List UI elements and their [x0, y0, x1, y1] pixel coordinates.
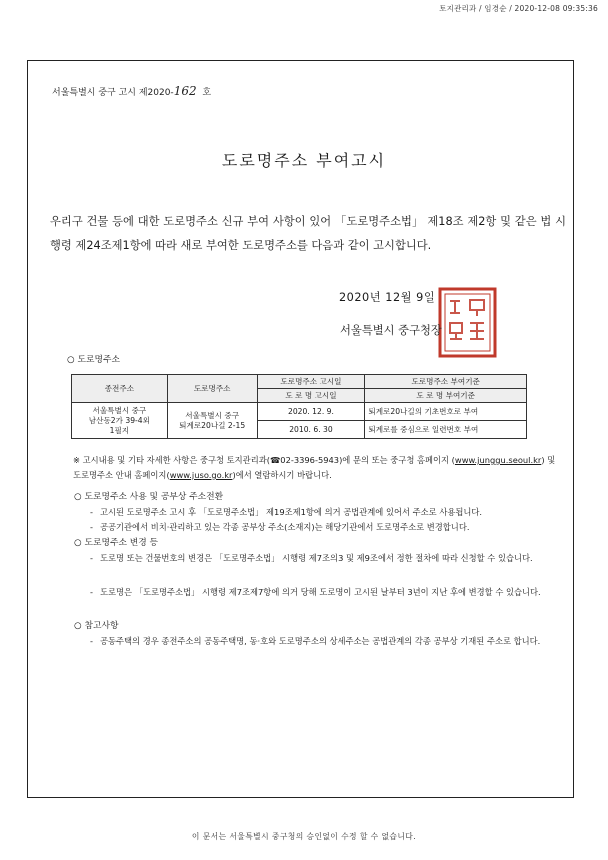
old-address-line: 남산동2가 39-4외 [88, 415, 150, 425]
header-road-address: 도로명주소 [167, 375, 257, 403]
document-timestamp: 토지관리과 / 임경순 / 2020-12-08 09:35:36 [439, 4, 598, 13]
road-basis-cell: 퇴계로를 중심으로 일련번호 부여 [365, 421, 527, 439]
list-item: - 공공기관에서 비치‧관리하고 있는 각종 공부상 주소(소재지)는 해당기관에서 도로명주소로 변경합니다. [90, 522, 470, 532]
section-title-road-address: ○ 도로명주소 [67, 355, 120, 365]
inquiry-note: ※ 고시내용 및 기타 자세한 사항은 중구청 토지관리과(☎02-3396-5943)에 문의 또는 중구청 홈페이지 (www.junggu.seoul.kr) 및 도로명주소 안내 홈페이지(www.juso.go.kr)에서 열람하시기 바랍니다. [73, 455, 556, 480]
header-road-notice-date: 도 로 명 고시일 [257, 389, 365, 403]
header-notice-date: 도로명주소 고시일 [257, 375, 365, 389]
road-address-line: 퇴계로20나길 2-15 [179, 420, 246, 430]
lead-paragraph: 우리구 건물 등에 대한 도로명주소 신규 부여 사항이 있어 「도로명주소법」 제18조 제2항 및 같은 법 시행령 제24조제1항에 따라 새로 부여한 도로명주소를 다음과 같이 고시합니다. [50, 215, 566, 252]
list-item: - 도로명 또는 건물번호의 변경은 「도로명주소법」 시행령 제7조의3 및 제9조에서 정한 절차에 따라 신청할 수 있습니다. [90, 553, 533, 563]
notice-number-suffix: 호 [202, 88, 212, 98]
official-seal-icon [436, 285, 499, 360]
old-address-line: 1필지 [109, 425, 130, 435]
road-notice-date-cell: 2010. 6. 30 [257, 421, 365, 439]
list-item: - 도로명은 「도로명주소법」 시행령 제7조제7항에 의거 당해 도로명이 고시된 날부터 3년이 지난 후에 변경할 수 있습니다. [90, 587, 541, 597]
old-address-cell [72, 403, 168, 439]
signer-name: 서울특별시 중구청장 [340, 324, 442, 337]
table-row [72, 403, 527, 421]
header-basis: 도로명주소 부여기준 [365, 375, 527, 389]
juso-homepage-link[interactable]: www.juso.go.kr [169, 470, 233, 480]
header-road-basis: 도 로 명 부여기준 [365, 389, 527, 403]
notice-date-cell: 2020. 12. 9. [257, 403, 365, 421]
section-title-reference: ○ 참고사항 [74, 621, 119, 631]
notice-number-handwritten: 162 [173, 84, 197, 98]
notice-number [52, 84, 211, 98]
section-title-change: ○ 도로명주소 변경 등 [74, 538, 159, 548]
old-address-line: 서울특별시 중구 [92, 405, 147, 415]
notice-number-prefix: 서울특별시 중구 고시 제2020- [52, 88, 174, 98]
road-address-cell [167, 403, 257, 439]
list-item: - 고시된 도로명주소 고시 후 「도로명주소법」 제19조제1항에 의거 공법관계에 있어서 주소로 사용됩니다. [90, 507, 483, 517]
section-title-usage: ○ 도로명주소 사용 및 공부상 주소전환 [74, 492, 224, 502]
list-item: - 공동주택의 경우 종전주소의 공동주택명, 동‧호와 도로명주소의 상세주소는 공법관계의 각종 공부상 기재된 주소로 합니다. [90, 636, 541, 646]
road-address-table [71, 374, 527, 439]
basis-cell: 퇴계로20나길의 기초번호로 부여 [365, 403, 527, 421]
document-title: 도로명주소 부여고시 [221, 151, 387, 170]
header-old-address: 종전주소 [72, 375, 168, 403]
note-text: 에서 열람하시기 바랍니다. [235, 470, 332, 480]
note-text: 및 도로명주소 안내 홈페이지 [73, 455, 556, 480]
notice-date: 2020년 12월 9일 [339, 291, 436, 304]
footer-disclaimer: 이 문서는 서울특별시 중구청의 승인없이 수정 할 수 없습니다. [191, 832, 417, 841]
note-text: ※ 고시내용 및 기타 자세한 사항은 중구청 토지관리과(☎02-3396-5943)에 문의 또는 중구청 홈페이지 [73, 455, 450, 465]
road-address-line: 서울특별시 중구 [185, 410, 240, 420]
junggu-homepage-link[interactable]: www.junggu.seoul.kr [454, 455, 542, 465]
